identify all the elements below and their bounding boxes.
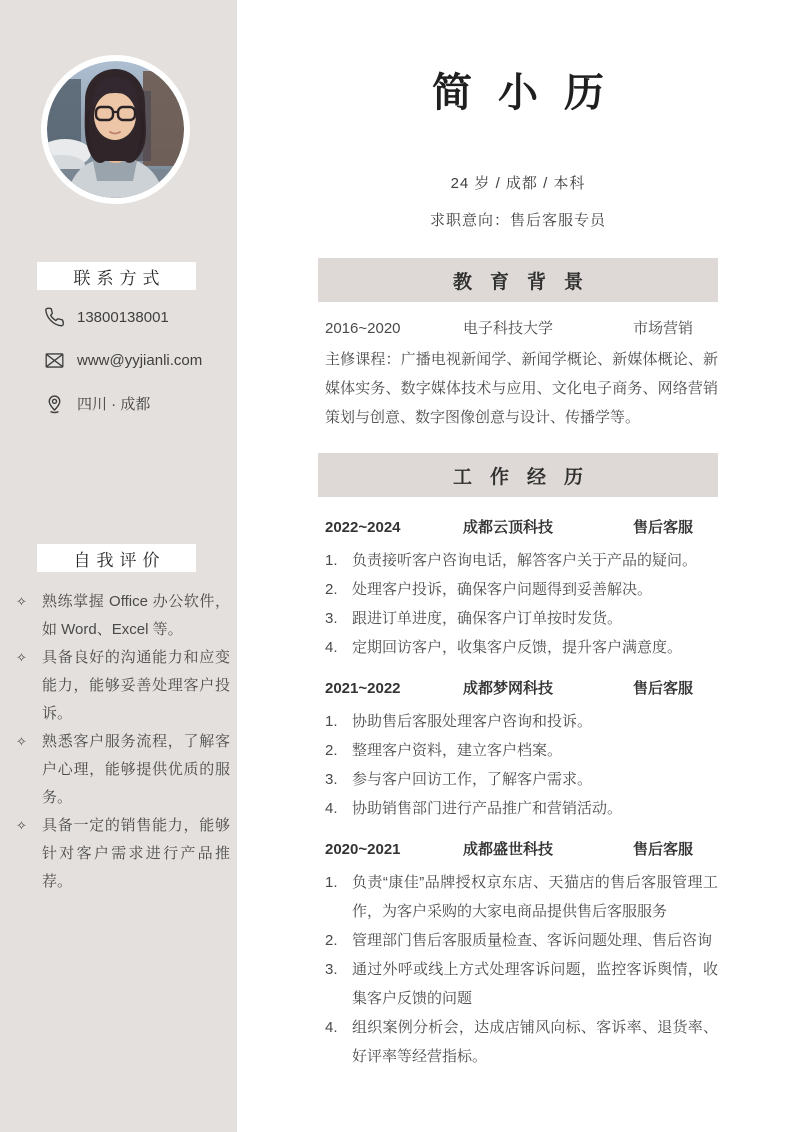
job-role: 售后客服 (633, 519, 694, 536)
duty-number: 3. (325, 610, 338, 627)
duty-text: 通过外呼或线上方式处理客诉问题，监控客诉舆情，收集客户反馈的问题 (352, 961, 718, 1007)
star-bullet-icon: ✧ (16, 650, 27, 665)
job-intention: 求职意向：售后客服专员 (429, 212, 606, 229)
list-item (16, 644, 230, 728)
job-period: 2021~2022 (325, 680, 401, 697)
star-bullet-icon: ✧ (16, 818, 27, 833)
self-evaluation-list (16, 588, 230, 896)
work-experience-entry (325, 839, 718, 1071)
duty-number: 2. (325, 581, 338, 598)
email-address: www@yyjianli.com (77, 351, 203, 369)
star-bullet-icon: ✧ (16, 594, 27, 609)
job-role: 售后客服 (633, 841, 694, 858)
duty-number: 2. (325, 932, 338, 949)
duty-text: 整理客户资料，建立客户档案。 (352, 742, 563, 759)
duty-number: 1. (325, 874, 338, 891)
duty-item (325, 1013, 718, 1071)
self-evaluation-text: 熟练掌握 Office 办公软件，如 Word、Excel 等。 (42, 593, 230, 638)
duty-text: 参与客户回访工作，了解客户需求。 (352, 771, 593, 788)
email-icon (44, 350, 65, 371)
duty-item (325, 546, 718, 575)
contact-row-phone (44, 304, 229, 330)
duty-list (325, 707, 718, 823)
location-icon (44, 393, 65, 414)
work-experience-list (325, 517, 718, 1071)
main-content (318, 0, 718, 1132)
education-courses: 主修课程：广播电视新闻学、新闻学概论、新媒体概论、新媒体实务、数字媒体技术与应用、文化电子商务、网络营销策划与创意、数字图像创意与设计、传播学等。 (325, 351, 718, 426)
duty-item (325, 707, 718, 736)
job-period: 2022~2024 (325, 519, 401, 536)
contact-row-location (44, 390, 229, 416)
duty-text: 协助销售部门进行产品推广和营销活动。 (352, 800, 623, 817)
self-evaluation-section-title (37, 544, 196, 572)
location-text: 四川 · 成都 (77, 395, 151, 413)
duty-item (325, 955, 718, 1013)
duty-number: 3. (325, 961, 338, 978)
job-header (325, 839, 718, 861)
job-header (325, 517, 718, 539)
candidate-name: 简小历 (432, 71, 630, 115)
duty-text: 定期回访客户，收集客户反馈，提升客户满意度。 (352, 639, 683, 656)
self-evaluation-text: 具备良好的沟通能力和应变能力，能够妥善处理客户投诉。 (42, 649, 230, 722)
duty-number: 4. (325, 639, 338, 656)
phone-number: 13800138001 (77, 308, 169, 326)
duty-text: 负责接听客户咨询电话，解答客户关于产品的疑问。 (352, 552, 698, 569)
contact-section-title (37, 262, 196, 290)
duty-number: 4. (325, 1019, 338, 1036)
education-title-label: 教育背景 (452, 271, 601, 293)
duty-item (325, 736, 718, 765)
duty-text: 跟进订单进度，确保客户订单按时发货。 (352, 610, 623, 627)
contact-row-email (44, 347, 229, 373)
self-evaluation-text: 熟悉客户服务流程，了解客户心理，能够提供优质的服务。 (42, 733, 230, 806)
duty-text: 管理部门售后客服质量检查、客诉问题处理、售后咨询 (352, 932, 713, 949)
job-header (325, 678, 718, 700)
duty-text: 组织案例分析会，达成店铺风向标、客诉率、退货率、好评率等经营指标。 (352, 1019, 718, 1065)
work-section-title (318, 453, 718, 497)
duty-text: 处理客户投诉，确保客户问题得到妥善解决。 (352, 581, 653, 598)
duty-number: 4. (325, 800, 338, 817)
job-period: 2020~2021 (325, 841, 401, 858)
list-item (16, 812, 230, 896)
duty-text: 协助售后客服处理客户咨询和投诉。 (352, 713, 593, 730)
job-company: 成都云顶科技 (463, 519, 554, 536)
work-experience-entry (325, 517, 718, 662)
portrait-image (47, 61, 184, 198)
duty-list (325, 546, 718, 662)
profile-photo (41, 55, 190, 204)
job-role: 售后客服 (633, 680, 694, 697)
contact-title-label: 联系方式 (73, 268, 166, 288)
star-bullet-icon: ✧ (16, 734, 27, 749)
job-company: 成都盛世科技 (463, 841, 554, 858)
duty-item (325, 633, 718, 662)
sidebar (0, 0, 237, 1132)
duty-item (325, 926, 718, 955)
list-item (16, 728, 230, 812)
list-item (16, 588, 230, 644)
work-experience-entry (325, 678, 718, 823)
duty-item (325, 765, 718, 794)
education-major: 市场营销 (633, 320, 694, 337)
contact-list (44, 304, 229, 433)
duty-item (325, 794, 718, 823)
duty-number: 3. (325, 771, 338, 788)
education-school: 电子科技大学 (463, 320, 554, 337)
education-entry (325, 318, 718, 340)
self-evaluation-title-label: 自我评价 (73, 550, 166, 570)
duty-number: 1. (325, 713, 338, 730)
duty-item (325, 575, 718, 604)
self-evaluation-text: 具备一定的销售能力，能够针对客户需求进行产品推荐。 (42, 817, 230, 890)
duty-text: 负责“康佳”品牌授权京东店、天猫店的售后客服管理工作，为客户采购的大家电商品提供售后客服服务 (352, 874, 718, 920)
education-period: 2016~2020 (325, 320, 401, 337)
duty-list (325, 868, 718, 1071)
duty-item (325, 604, 718, 633)
duty-item (325, 868, 718, 926)
basic-info: 24 岁 / 成都 / 本科 (450, 175, 586, 192)
education-section-title (318, 258, 718, 302)
duty-number: 2. (325, 742, 338, 759)
duty-number: 1. (325, 552, 338, 569)
job-company: 成都梦网科技 (463, 680, 554, 697)
work-title-label: 工作经历 (452, 466, 601, 488)
phone-icon (44, 307, 65, 328)
